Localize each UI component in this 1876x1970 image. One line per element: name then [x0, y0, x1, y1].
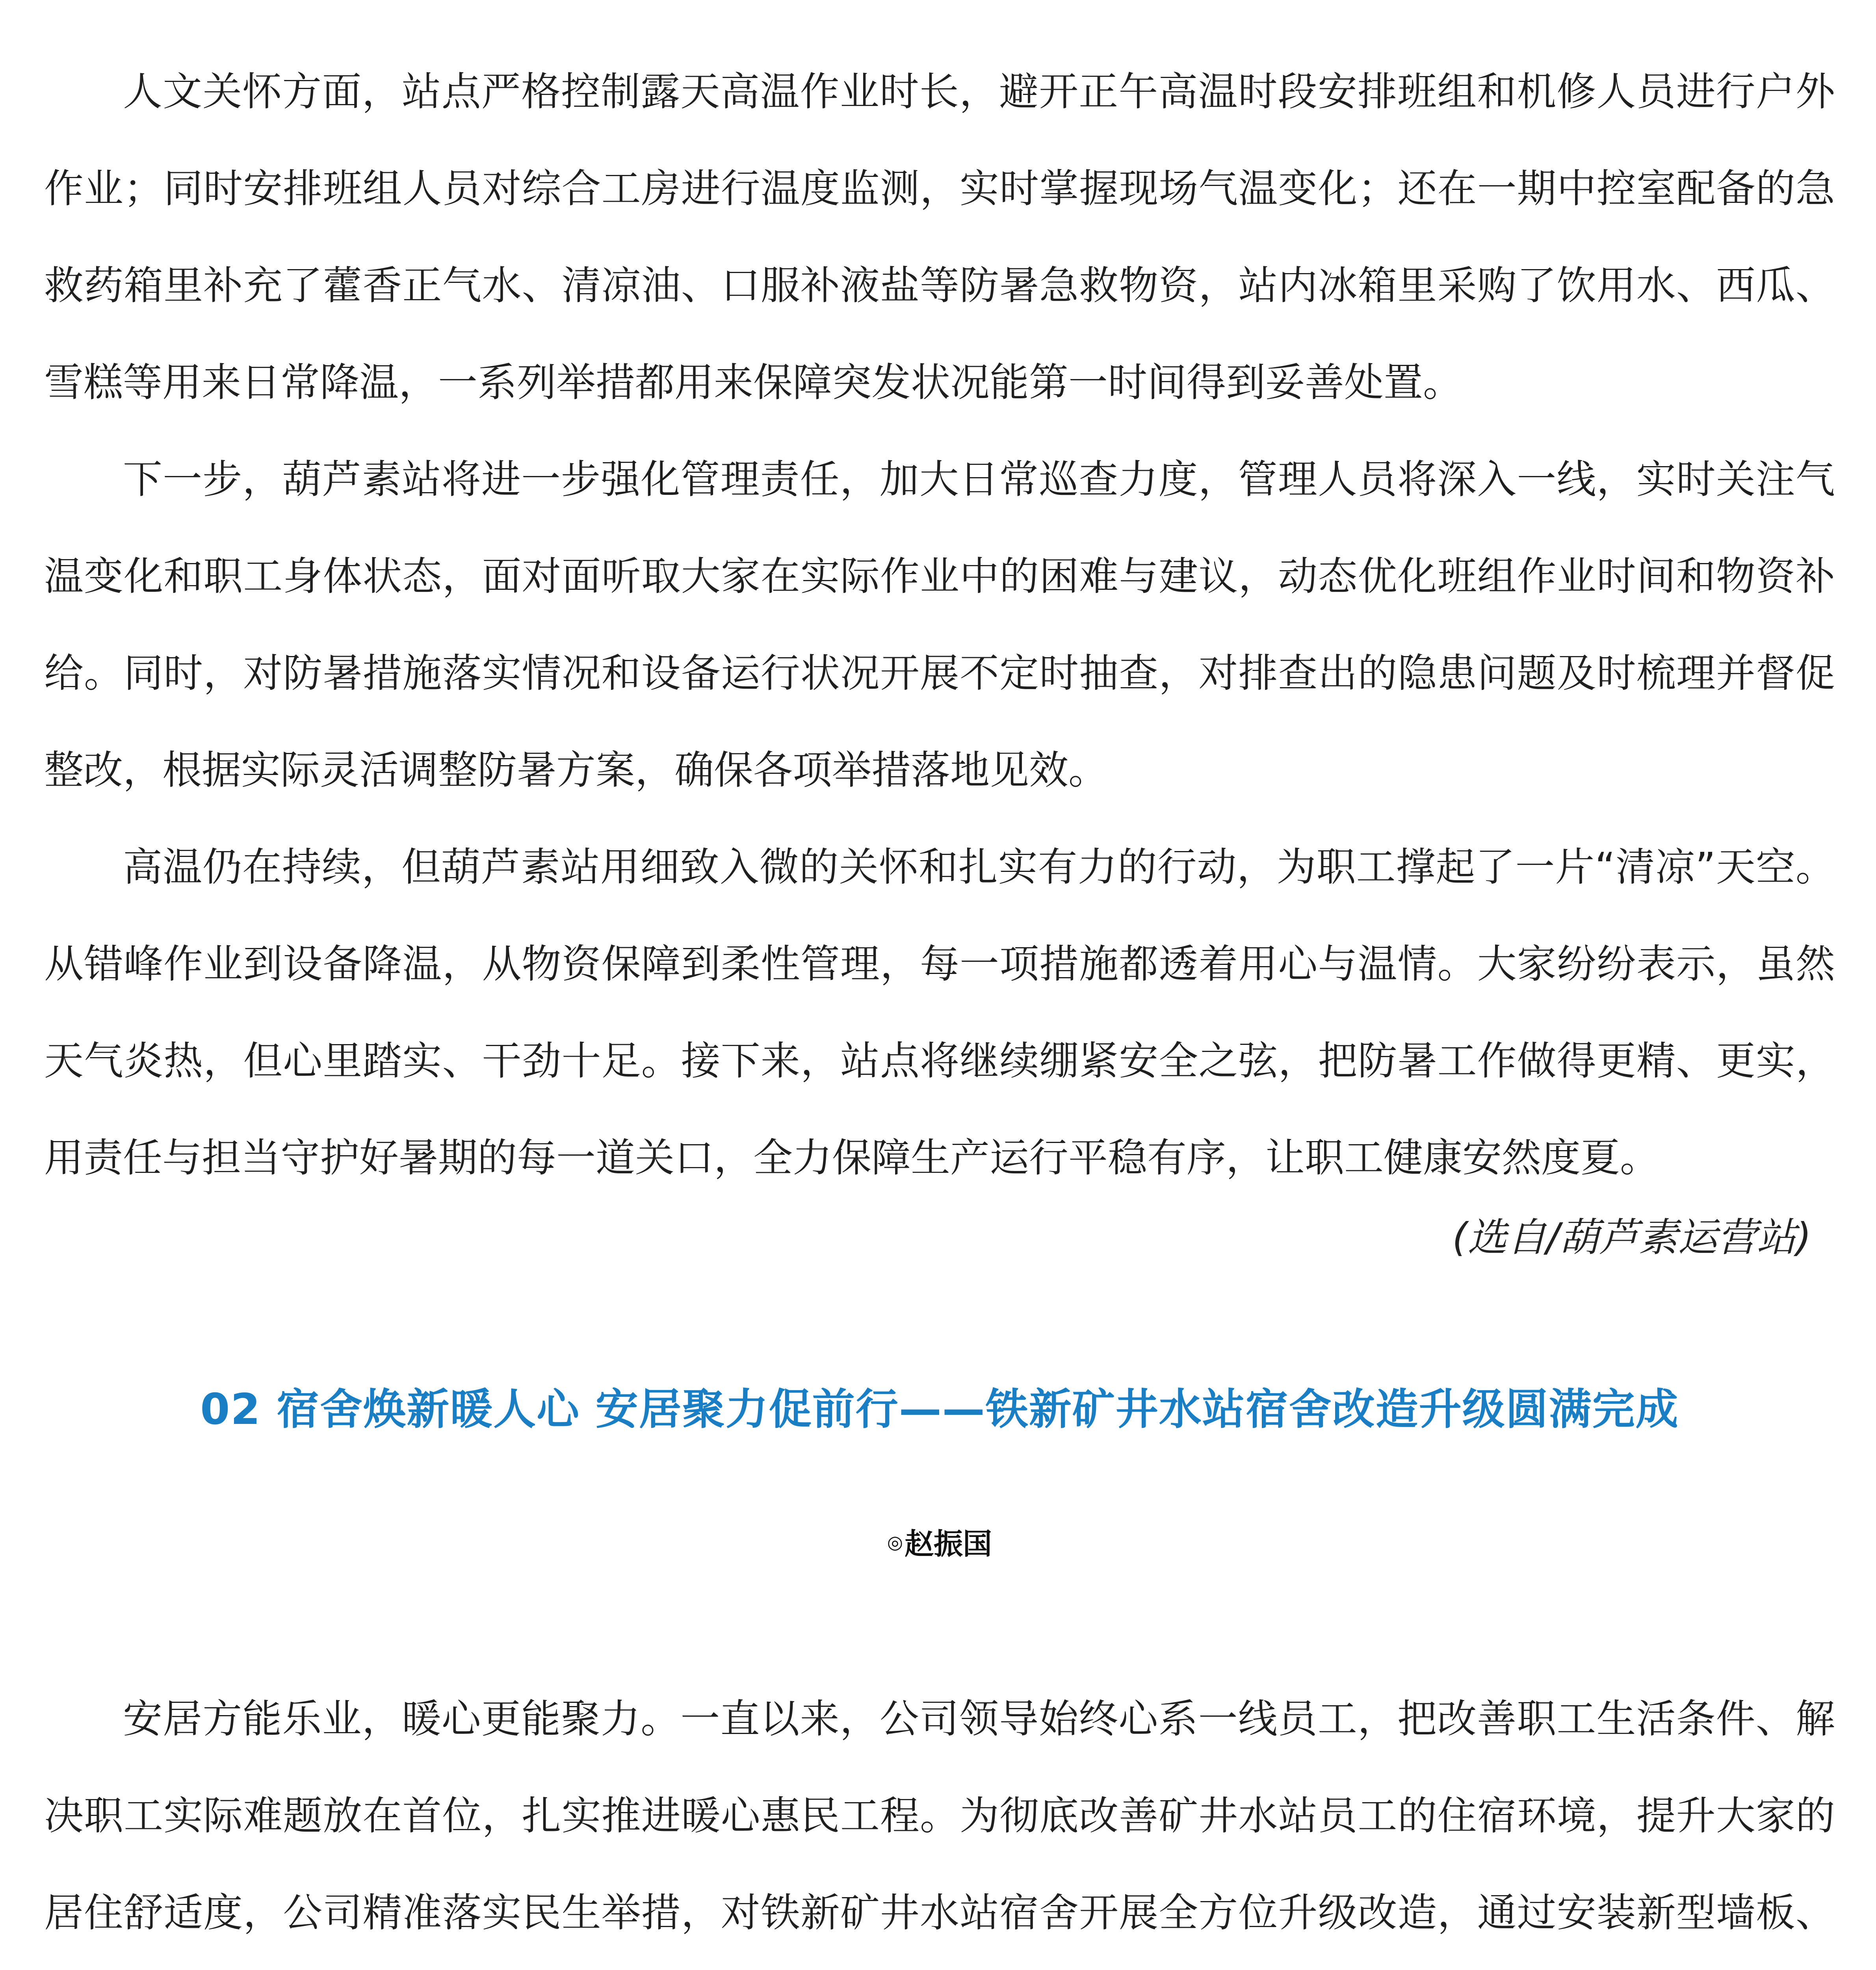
article-1-source: (选自/葫芦素运营站) [1452, 1214, 1811, 1260]
byline-mark-icon: ◎ [887, 1531, 903, 1553]
article-1-paragraph-3: 高温仍在持续，但葫芦素站用细致入微的关怀和扎实有力的行动，为职工撑起了一片“清凉”天空。从错峰作业到设备降温，从物资保障到柔性管理，每一项措施都透着用心与温情。大家纷纷表示，虽然天气炎热，但心里踏实、干劲十足。接下来，站点将继续绷紧安全之弦，把防暑工作做得更精、更实，用责任与担当守护好暑期的每一道关口，全力保障生产运行平稳有序，让职工健康安然度夏。 [44, 844, 1835, 1181]
document-page [44, 0, 1835, 1970]
article-2-byline [44, 1521, 1835, 1563]
article-1-paragraph-1: 人文关怀方面，站点严格控制露天高温作业时长，避开正午高温时段安排班组和机修人员进行户外作业；同时安排班组人员对综合工房进行温度监测，实时掌握现场气温变化；还在一期中控室配备的急救药箱里补充了藿香正气水、清凉油、口服补液盐等防暑急救物资，站内冰箱里采购了饮用水、西瓜、雪糕等用来日常降温，一系列举措都用来保障突发状况能第一时间得到妥善处置。 [44, 69, 1835, 405]
article-2-body [44, 1671, 1835, 1970]
article-1-body [44, 43, 1835, 1206]
article-2-author: 赵振国 [905, 1527, 992, 1561]
article-1-paragraph-2: 下一步，葫芦素站将进一步强化管理责任，加大日常巡查力度，管理人员将深入一线，实时关注气温变化和职工身体状态，面对面听取大家在实际作业中的困难与建议，动态优化班组作业时间和物资补给。同时，对防暑措施落实情况和设备运行状况开展不定时抽查，对排查出的隐患问题及时梳理并督促整改，根据实际灵活调整防暑方案，确保各项举措落地见效。 [44, 456, 1835, 793]
article-2-paragraph-1: 安居方能乐业，暖心更能聚力。一直以来，公司领导始终心系一线员工，把改善职工生活条件、解决职工实际难题放在首位，扎实推进暖心惠民工程。为彻底改善矿井水站员工的住宿环境，提升大家的居住舒适度，公司精准落实民生举措，对铁新矿井水站宿舍开展全方位升级改造，通过安装新型墙板、 [44, 1696, 1835, 1936]
article-2-title: 02 宿舍焕新暖人心 安居聚力促前行——铁新矿井水站宿舍改造升级圆满完成 [200, 1385, 1679, 1434]
